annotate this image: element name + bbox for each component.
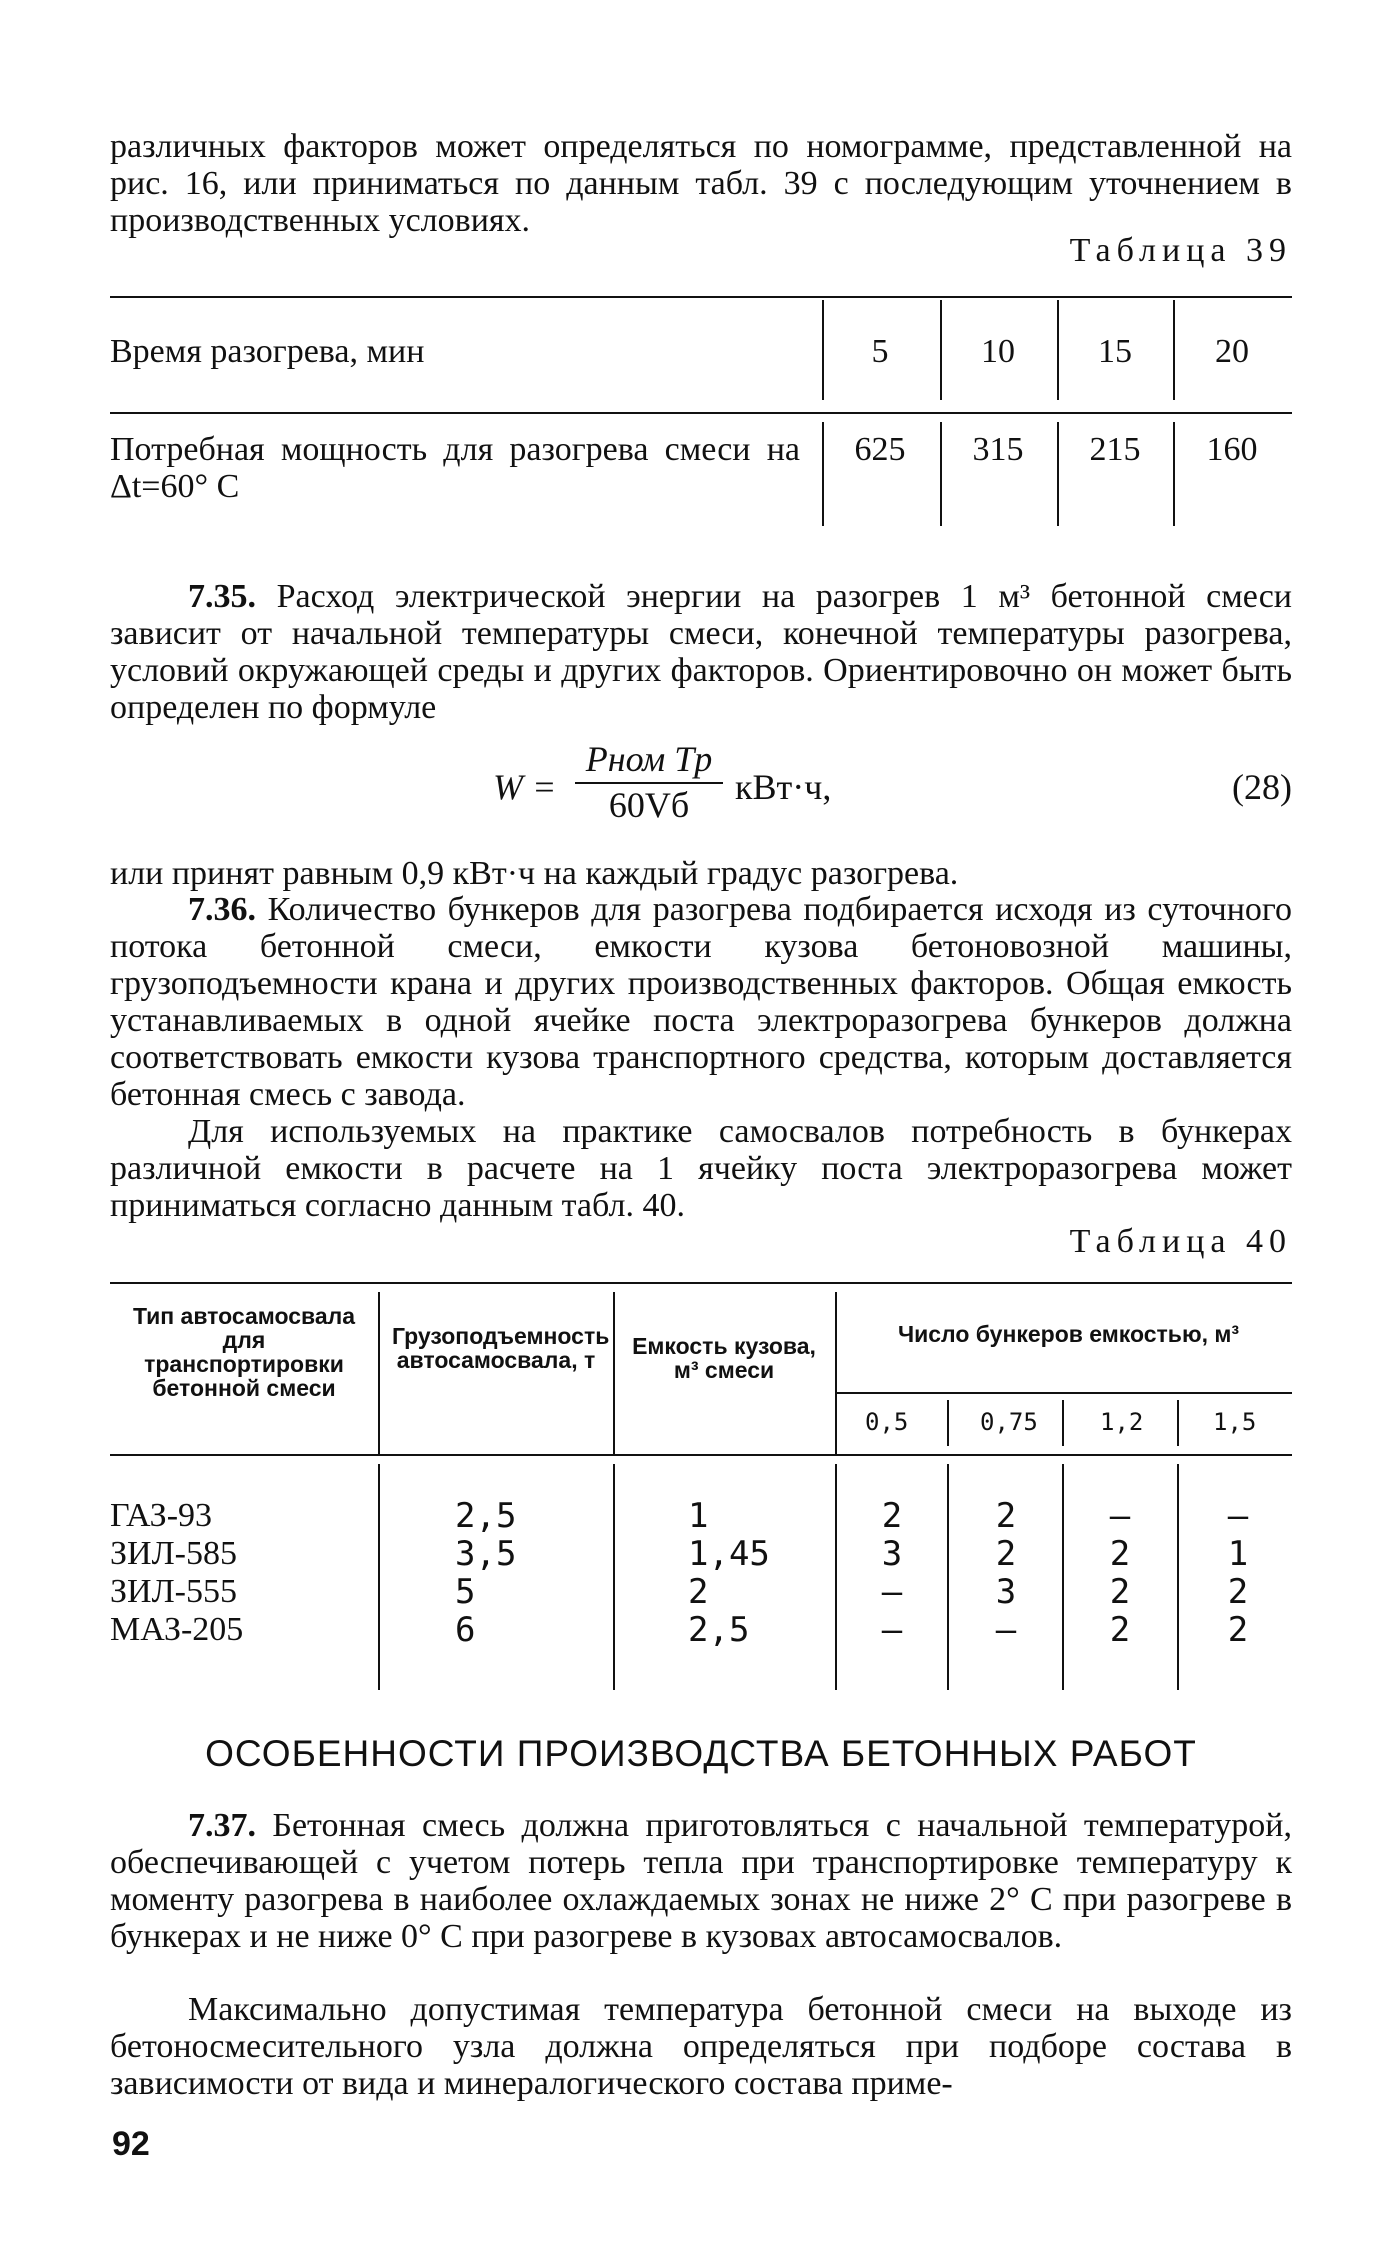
header-size: 1,2 [1100, 1408, 1144, 1436]
table-cell: 2 [1227, 1572, 1249, 1612]
table-cell: 3 [881, 1534, 903, 1574]
section-heading: ОСОБЕННОСТИ ПРОИЗВОДСТВА БЕТОННЫХ РАБОТ [205, 1733, 1197, 1774]
paragraph-7-36: 7.36. Количество бункеров для разогрева подбирается исходя из суточного потока бетонной смеси, емкости кузова бетоновозной машины, грузоподъемности крана и других производственных факторов. Общая емкость устанавливаемых в одной ячейке поста электроразогрева бункеров должна соответствовать емкости кузова транспортного средства, которым доставляется бетонная смесь с завода. [110, 891, 1292, 1113]
table-cell: 2 [1109, 1610, 1131, 1650]
clause-number: 7.37. [188, 1807, 256, 1844]
formula-lhs: W = [493, 767, 557, 807]
table-39-cell: 10 [981, 333, 1015, 370]
table-cell: 1 [1227, 1534, 1249, 1574]
vehicle-name-column [110, 1497, 243, 1649]
table-39-cell: 15 [1098, 333, 1132, 370]
table-cell: 2 [688, 1572, 709, 1612]
paragraph-7-37: 7.37. Бетонная смесь должна приготовляться с начальной температурой, обеспечивающей с учетом потерь тепла при транспортировке температуру к моменту разогрева в наиболее охлаждаемых зонах не ниже 2° С при разогреве в бункерах и не ниже 0° С при разогреве в кузовах автосамосвалов. [110, 1807, 1292, 1955]
table-39-cell: 5 [871, 333, 889, 370]
formula-28 [110, 738, 1292, 838]
table-cell: — [881, 1610, 903, 1650]
formula-unit: кВт·ч, [735, 767, 832, 807]
header-size: 0,75 [980, 1408, 1038, 1436]
table-cell: МАЗ-205 [110, 1611, 244, 1648]
table-cell: 2 [1109, 1572, 1131, 1612]
table-cell: 5 [455, 1572, 476, 1612]
table-cell: 1 [688, 1496, 709, 1536]
table-cell: 2 [995, 1496, 1017, 1536]
header-size: 1,5 [1213, 1408, 1257, 1436]
equation-number: (28) [1232, 767, 1292, 807]
table-cell: 3,5 [455, 1534, 517, 1574]
table-cell: ГАЗ-93 [110, 1497, 213, 1534]
volume-column [688, 1497, 770, 1649]
table-cell: 1,45 [688, 1534, 770, 1574]
table-cell: ЗИЛ-555 [110, 1573, 237, 1610]
table-39-row2-label: Потребная мощность для разогрева смеси на Δt=60° С [110, 431, 800, 505]
header-capacity: Грузоподъемность автосамосвала, т [392, 1323, 610, 1373]
table-cell: 3 [995, 1572, 1017, 1612]
capacity-column [455, 1497, 516, 1649]
table-cell: 6 [455, 1610, 476, 1650]
header-vehicle-type: Тип автосамосвала для транспортировки бетонной смеси [132, 1303, 356, 1401]
bunker-1-5-column [1208, 1497, 1268, 1649]
table-39-cell: 315 [972, 431, 1024, 468]
intro-paragraph: различных факторов может определяться по номограмме, представленной на рис. 16, или приниматься по данным табл. 39 с последующим уточнением в производственных условиях. [110, 128, 1292, 239]
table-39-cell: 215 [1089, 431, 1141, 468]
table-cell: 2 [881, 1496, 903, 1536]
table-40-caption: Таблица 40 [1069, 1223, 1292, 1260]
table-cell: 2 [1109, 1534, 1131, 1574]
table-cell: 2,5 [688, 1610, 750, 1650]
table-39-cell: 20 [1215, 333, 1249, 370]
table-cell: — [881, 1572, 903, 1612]
table-39-cell: 625 [854, 431, 906, 468]
bunker-0-5-column [862, 1497, 922, 1649]
header-body-volume: Емкость кузова, м³ смеси [632, 1333, 816, 1383]
formula-fraction [575, 738, 723, 826]
header-size: 0,5 [865, 1408, 909, 1436]
table-cell: 2 [1227, 1610, 1249, 1650]
formula-denominator: 60Vб [608, 785, 690, 825]
paragraph-7-37-continued: Максимально допустимая температура бетонной смеси на выходе из бетоносмесительного узла должна определяться при подборе состава в зависимости от вида и минералогического состава приме- [110, 1991, 1292, 2102]
formula-numerator: Pном Tр [585, 739, 713, 779]
header-bunker-count: Число бункеров емкостью, м³ [897, 1321, 1240, 1347]
bunker-1-2-column [1090, 1497, 1150, 1649]
bunker-0-75-column [976, 1497, 1036, 1649]
table-cell: ЗИЛ-585 [110, 1535, 237, 1572]
paragraph-7-36-continued: Для используемых на практике самосвалов потребность в бункерах различной емкости в расчете на 1 ячейку поста электроразогрева может приниматься согласно данным табл. 40. [110, 1113, 1292, 1224]
table-39 [110, 296, 1292, 530]
clause-number: 7.36. [188, 891, 256, 928]
table-39-caption: Таблица 39 [1069, 232, 1292, 269]
table-cell: 2,5 [455, 1496, 517, 1536]
after-formula-line: или принят равным 0,9 кВт·ч на каждый градус разогрева. [110, 855, 959, 892]
paragraph-7-35: 7.35. Расход электрической энергии на разогрев 1 м³ бетонной смеси зависит от начальной температуры смеси, конечной температуры разогрева, условий окружающей среды и других факторов. Ориентировочно он может быть определен по формуле [110, 578, 1293, 726]
table-40 [110, 1282, 1292, 1692]
table-cell: 2 [995, 1534, 1017, 1574]
table-cell: — [1227, 1496, 1249, 1536]
table-cell: — [995, 1610, 1017, 1650]
clause-number: 7.35. [188, 578, 256, 615]
page-number: 92 [112, 2125, 150, 2163]
table-39-row1-label: Время разогрева, мин [110, 333, 425, 370]
table-39-cell: 160 [1206, 431, 1258, 468]
table-cell: — [1109, 1496, 1131, 1536]
